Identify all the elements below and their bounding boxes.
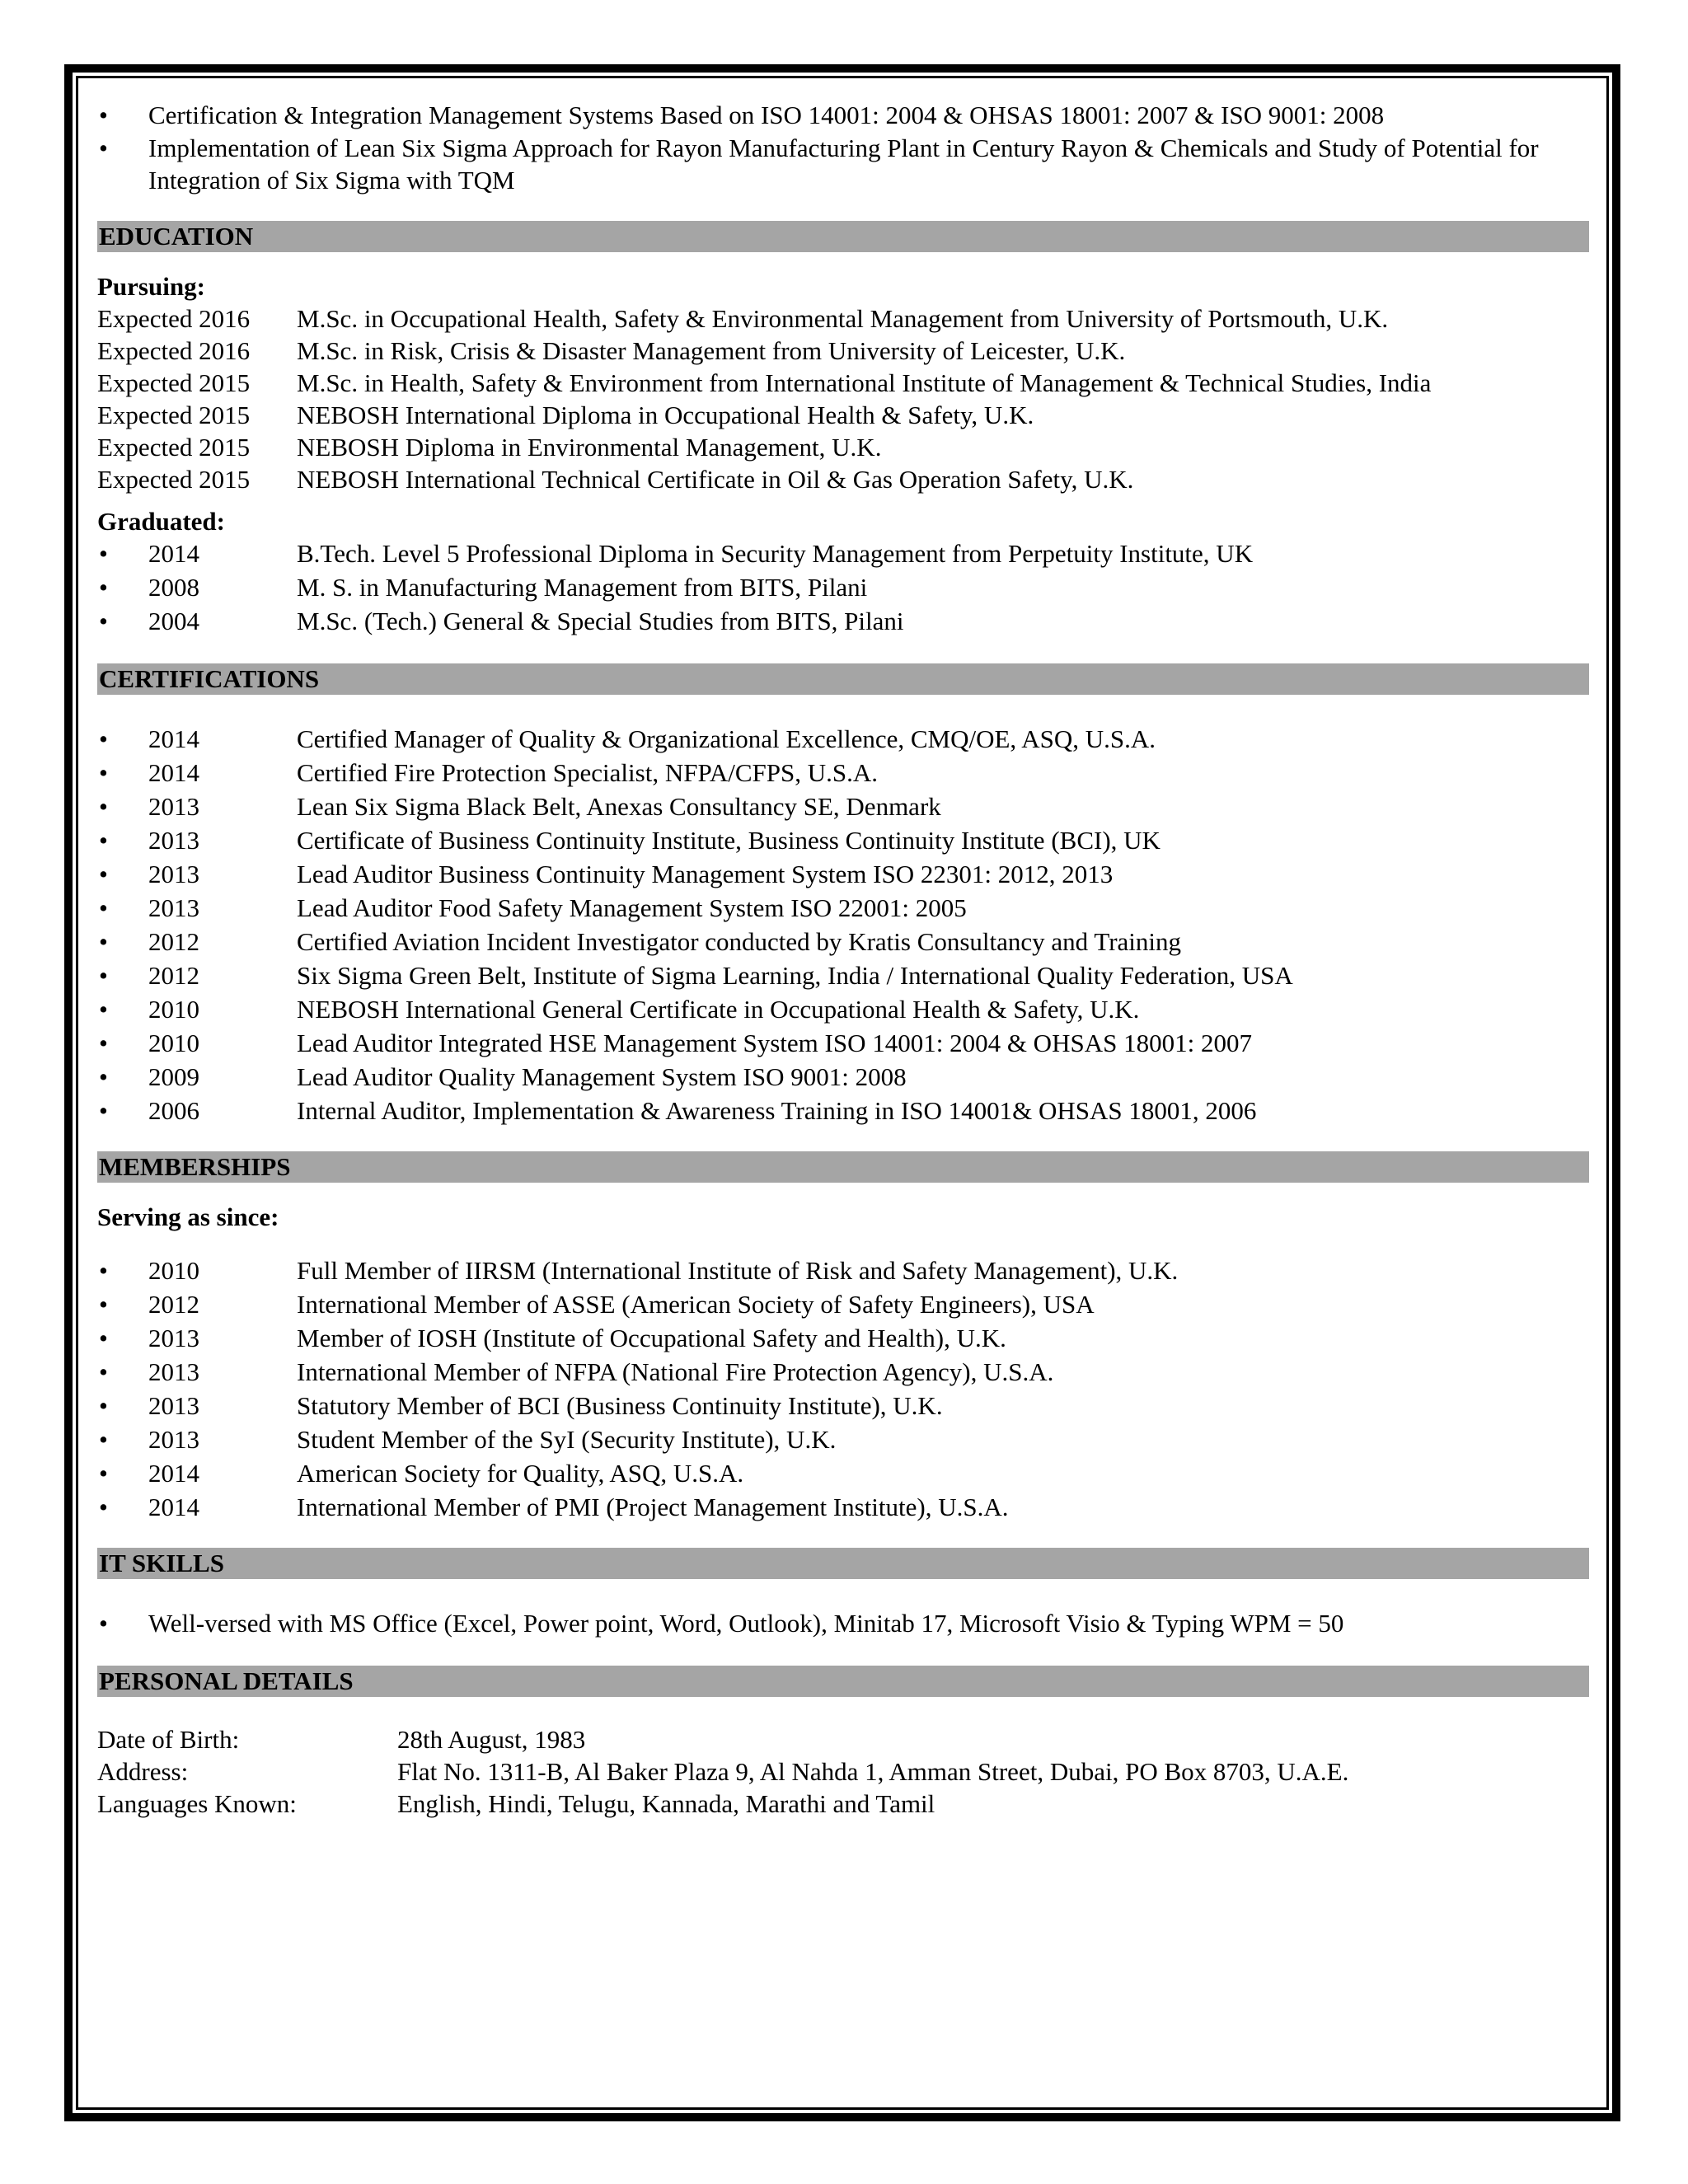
program-name: NEBOSH International Technical Certificate in Oil & Gas Operation Safety, U.K. (297, 465, 1134, 494)
detail-label: Languages Known: (97, 1789, 297, 1818)
year: • 2013 (148, 1357, 199, 1386)
list-item (97, 959, 1589, 991)
graduated-list (97, 537, 1589, 637)
detail-label: Date of Birth: (97, 1725, 240, 1754)
list-item (97, 926, 1589, 958)
membership-name: International Member of PMI (Project Management Institute), U.S.A. (297, 1493, 1009, 1521)
year: • 2013 (148, 860, 199, 888)
detail-row (97, 1723, 1589, 1755)
year: • 2013 (148, 1425, 199, 1454)
certification-name: Six Sigma Green Belt, Institute of Sigma Learning, India / International Quality Federation, USA (297, 961, 1293, 990)
year: • 2014 (148, 1493, 199, 1521)
certification-name: Lean Six Sigma Black Belt, Anexas Consultancy SE, Denmark (297, 792, 941, 821)
year: • 2013 (148, 1324, 199, 1352)
certification-name: Lead Auditor Integrated HSE Management System ISO 14001: 2004 & OHSAS 18001: 2007 (297, 1029, 1252, 1057)
expected-date: Expected 2016 (97, 336, 251, 365)
section-heading-certifications: CERTIFICATIONS (97, 663, 1589, 695)
list-item (97, 1423, 1589, 1455)
personal-details-list (97, 1723, 1589, 1820)
list-item (97, 1027, 1589, 1059)
list-item: • Well-versed with MS Office (Excel, Power point, Word, Outlook), Minitab 17, Microsoft Visio & Typing WPM = 50 (97, 1607, 1589, 1639)
list-item (97, 1288, 1589, 1320)
year: • 2010 (148, 995, 199, 1024)
certifications-list (97, 723, 1589, 1127)
certification-name: Lead Auditor Business Continuity Management System ISO 22301: 2012, 2013 (297, 860, 1114, 888)
year: • 2006 (148, 1096, 199, 1125)
year: • 2010 (148, 1029, 199, 1057)
certification-name: Certified Manager of Quality & Organizational Excellence, CMQ/OE, ASQ, U.S.A. (297, 724, 1156, 753)
membership-name: Student Member of the SyI (Security Institute), U.K. (297, 1425, 837, 1454)
membership-name: Member of IOSH (Institute of Occupational Safety and Health), U.K. (297, 1324, 1006, 1352)
list-item (97, 1094, 1589, 1127)
detail-row (97, 1788, 1589, 1820)
list-item (97, 399, 1589, 431)
list-item (97, 824, 1589, 856)
year: • 2014 (148, 758, 199, 787)
list-item (97, 335, 1589, 367)
certification-name: NEBOSH International General Certificate in Occupational Health & Safety, U.K. (297, 995, 1140, 1024)
graduated-label: Graduated: (97, 507, 225, 536)
list-item (97, 463, 1589, 495)
list-item (97, 790, 1589, 823)
list-item (97, 858, 1589, 890)
list-item (97, 367, 1589, 399)
list-item (97, 1457, 1589, 1489)
detail-label: Address: (97, 1757, 189, 1786)
it-skills-list (97, 1607, 1589, 1639)
degree-name: M.Sc. (Tech.) General & Special Studies from BITS, Pilani (297, 607, 904, 635)
year: • 2013 (148, 1391, 199, 1420)
certification-name: Internal Auditor, Implementation & Awareness Training in ISO 14001& OHSAS 18001, 2006 (297, 1096, 1257, 1125)
section-heading-personal-details: PERSONAL DETAILS (97, 1666, 1589, 1697)
membership-name: International Member of ASSE (American Society of Safety Engineers), USA (297, 1290, 1095, 1319)
list-item (97, 1356, 1589, 1388)
list-item (97, 537, 1589, 569)
expected-date: Expected 2015 (97, 368, 251, 397)
pursuing-list (97, 302, 1589, 495)
year: • 2012 (148, 961, 199, 990)
section-heading-education: EDUCATION (97, 221, 1589, 252)
list-item (97, 892, 1589, 924)
pursuing-label: Pursuing: (97, 272, 205, 301)
detail-value: English, Hindi, Telugu, Kannada, Marathi and Tamil (397, 1789, 935, 1818)
year: • 2009 (148, 1062, 199, 1091)
serving-since-label: Serving as since: (97, 1202, 279, 1231)
year: • 2013 (148, 826, 199, 855)
intro-list (97, 99, 1589, 196)
list-item (97, 757, 1589, 789)
list-item (97, 431, 1589, 463)
certification-name: Certified Fire Protection Specialist, NFPA/CFPS, U.S.A. (297, 758, 879, 787)
degree-name: M. S. in Manufacturing Management from BITS, Pilani (297, 573, 868, 602)
program-name: NEBOSH Diploma in Environmental Management, U.K. (297, 433, 882, 462)
program-name: M.Sc. in Occupational Health, Safety & Environmental Management from University of Portsmouth, U.K. (297, 304, 1389, 333)
year: • 2013 (148, 792, 199, 821)
year: • 2012 (148, 927, 199, 956)
membership-name: Statutory Member of BCI (Business Continuity Institute), U.K. (297, 1391, 943, 1420)
certification-name: Lead Auditor Quality Management System ISO 9001: 2008 (297, 1062, 907, 1091)
memberships-list (97, 1254, 1589, 1523)
list-item (97, 1061, 1589, 1093)
expected-date: Expected 2015 (97, 433, 251, 462)
list-item (97, 1491, 1589, 1523)
section-heading-it-skills: IT SKILLS (97, 1548, 1589, 1579)
year: • 2010 (148, 1256, 199, 1285)
membership-name: American Society for Quality, ASQ, U.S.A. (297, 1459, 744, 1488)
expected-date: Expected 2016 (97, 304, 251, 333)
year: • 2012 (148, 1290, 199, 1319)
list-item: • Implementation of Lean Six Sigma Approach for Rayon Manufacturing Plant in Century Rayon & Chemicals and Study of Potential for Integration of Six Sigma with TQM (97, 132, 1589, 196)
program-name: NEBOSH International Diploma in Occupational Health & Safety, U.K. (297, 401, 1034, 429)
list-item: • Certification & Integration Management Systems Based on ISO 14001: 2004 & OHSAS 18001: 2007 & ISO 9001: 2008 (97, 99, 1589, 131)
year: • 2008 (148, 573, 199, 602)
certification-name: Certified Aviation Incident Investigator conducted by Kratis Consultancy and Training (297, 927, 1182, 956)
year: • 2014 (148, 1459, 199, 1488)
detail-value: Flat No. 1311-B, Al Baker Plaza 9, Al Nahda 1, Amman Street, Dubai, PO Box 8703, U.A.E. (397, 1757, 1349, 1786)
membership-name: Full Member of IIRSM (International Institute of Risk and Safety Management), U.K. (297, 1256, 1179, 1285)
list-item (97, 1254, 1589, 1286)
list-item (97, 605, 1589, 637)
section-heading-memberships: MEMBERSHIPS (97, 1151, 1589, 1183)
list-item (97, 1390, 1589, 1422)
list-item (97, 993, 1589, 1025)
list-item (97, 723, 1589, 755)
program-name: M.Sc. in Risk, Crisis & Disaster Management from University of Leicester, U.K. (297, 336, 1126, 365)
detail-value: 28th August, 1983 (397, 1725, 586, 1754)
year: • 2013 (148, 893, 199, 922)
membership-name: International Member of NFPA (National Fire Protection Agency), U.S.A. (297, 1357, 1054, 1386)
list-item (97, 1322, 1589, 1354)
program-name: M.Sc. in Health, Safety & Environment from International Institute of Management & Technical Studies, India (297, 368, 1432, 397)
year: • 2004 (148, 607, 199, 635)
detail-row (97, 1755, 1589, 1788)
certification-name: Lead Auditor Food Safety Management System ISO 22001: 2005 (297, 893, 967, 922)
expected-date: Expected 2015 (97, 401, 251, 429)
list-item (97, 302, 1589, 335)
year: • 2014 (148, 539, 199, 568)
resume-content (97, 99, 1589, 1820)
year: • 2014 (148, 724, 199, 753)
degree-name: B.Tech. Level 5 Professional Diploma in Security Management from Perpetuity Institute, UK (297, 539, 1254, 568)
list-item (97, 571, 1589, 603)
certification-name: Certificate of Business Continuity Institute, Business Continuity Institute (BCI), UK (297, 826, 1160, 855)
expected-date: Expected 2015 (97, 465, 251, 494)
